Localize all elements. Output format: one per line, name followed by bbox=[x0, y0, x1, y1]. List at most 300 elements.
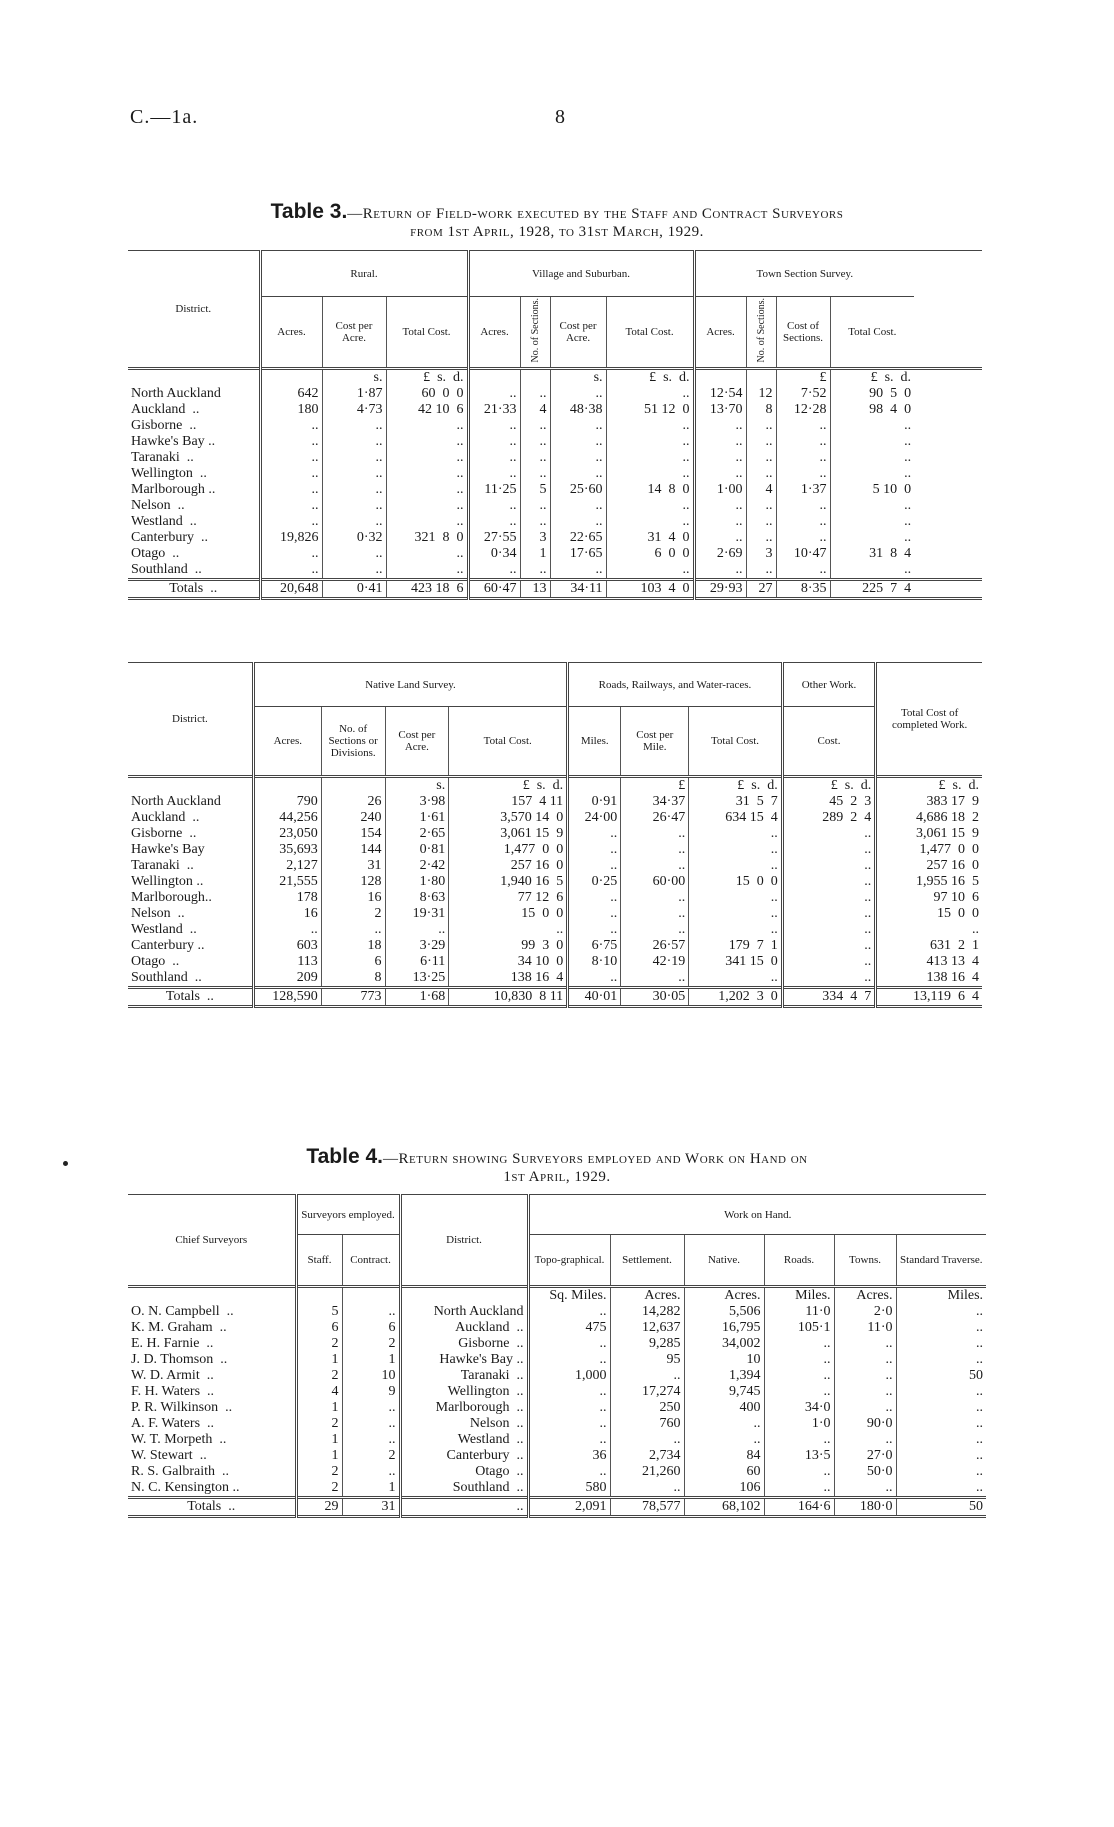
table-cell: 13·5 bbox=[764, 1448, 834, 1464]
table-cell: 257 16 0 bbox=[449, 858, 568, 874]
native-cost-per-acre-header: Cost per Acre. bbox=[385, 707, 449, 777]
table-cell: .. bbox=[830, 466, 914, 482]
table-cell: 84 bbox=[684, 1448, 764, 1464]
table-cell: Auckland .. bbox=[400, 1320, 528, 1336]
table-cell: .. bbox=[689, 858, 783, 874]
totals-cell: 40·01 bbox=[568, 988, 621, 1007]
table-row bbox=[128, 842, 982, 858]
document-reference: C.—1a. bbox=[130, 106, 199, 128]
table-cell: 26·47 bbox=[621, 810, 689, 826]
table-cell: 12·28 bbox=[776, 402, 830, 418]
table-cell: 6·75 bbox=[568, 938, 621, 954]
table-cell: .. bbox=[520, 514, 550, 530]
table-cell: .. bbox=[610, 1368, 684, 1384]
totals-cell: .. bbox=[400, 1498, 528, 1517]
table-cell: .. bbox=[782, 826, 875, 842]
table-cell: 178 bbox=[253, 890, 321, 906]
table-cell: 0·25 bbox=[568, 874, 621, 890]
row-label: Canterbury .. bbox=[131, 530, 208, 545]
table-cell: .. bbox=[550, 562, 606, 580]
table-row bbox=[128, 826, 982, 842]
table-cell: .. bbox=[764, 1384, 834, 1400]
table-cell: 1 bbox=[296, 1352, 342, 1368]
table-row bbox=[128, 514, 982, 530]
town-acres-header: Acres. bbox=[694, 297, 746, 369]
table-cell: 26·57 bbox=[621, 938, 689, 954]
table-cell: 4,686 18 2 bbox=[876, 810, 982, 826]
units-row bbox=[128, 1287, 986, 1305]
table-cell: 10 bbox=[684, 1352, 764, 1368]
row-label: North Auckland bbox=[131, 386, 221, 401]
table-cell: .. bbox=[606, 562, 694, 580]
table-cell: .. bbox=[386, 418, 468, 434]
table-cell: 144 bbox=[321, 842, 385, 858]
table-cell: 1 bbox=[520, 546, 550, 562]
table-cell: 3,061 15 9 bbox=[449, 826, 568, 842]
table-cell: 16,795 bbox=[684, 1320, 764, 1336]
table-row bbox=[128, 1320, 986, 1336]
row-label: N. C. Kensington .. bbox=[131, 1480, 240, 1495]
table-cell: .. bbox=[830, 514, 914, 530]
table-cell: 321 8 0 bbox=[386, 530, 468, 546]
other-work-cost-header: Cost. bbox=[782, 707, 875, 777]
row-label: Gisborne .. bbox=[131, 418, 197, 433]
table-cell: .. bbox=[342, 1304, 400, 1320]
table-cell: .. bbox=[610, 1432, 684, 1448]
table-cell: .. bbox=[896, 1448, 986, 1464]
table-cell: .. bbox=[386, 562, 468, 580]
rural-cost-per-acre-header: Cost per Acre. bbox=[322, 297, 386, 369]
row-label: Auckland .. bbox=[131, 402, 200, 417]
table-cell: .. bbox=[468, 498, 520, 514]
table-cell: .. bbox=[830, 418, 914, 434]
units-row bbox=[128, 369, 982, 387]
table-row bbox=[128, 1352, 986, 1368]
table-row bbox=[128, 858, 982, 874]
table-cell: .. bbox=[610, 1480, 684, 1498]
row-label: Taranaki .. bbox=[131, 858, 194, 873]
table-cell: .. bbox=[468, 434, 520, 450]
table-cell: 48·38 bbox=[550, 402, 606, 418]
table-cell: .. bbox=[322, 434, 386, 450]
totals-cell: 128,590 bbox=[253, 988, 321, 1007]
table-cell: .. bbox=[834, 1480, 896, 1498]
table-cell: 15 0 0 bbox=[876, 906, 982, 922]
table-cell: 1,955 16 5 bbox=[876, 874, 982, 890]
totals-cell: 1,202 3 0 bbox=[689, 988, 783, 1007]
row-label: Westland .. bbox=[131, 922, 197, 937]
table-cell: 25·60 bbox=[550, 482, 606, 498]
table-cell: .. bbox=[568, 922, 621, 938]
row-label: E. H. Farnie .. bbox=[131, 1336, 214, 1351]
table-cell: 1·37 bbox=[776, 482, 830, 498]
table-cell: .. bbox=[746, 418, 776, 434]
unit-label bbox=[253, 777, 321, 795]
table-cell: 42 10 6 bbox=[386, 402, 468, 418]
district-header: District. bbox=[400, 1195, 528, 1287]
village-acres-header: Acres. bbox=[468, 297, 520, 369]
table-cell: 2 bbox=[296, 1480, 342, 1498]
table-row bbox=[128, 954, 982, 970]
table-cell: 5 bbox=[296, 1304, 342, 1320]
table-cell: Otago .. bbox=[400, 1464, 528, 1480]
table-cell: .. bbox=[746, 562, 776, 580]
table-cell: 341 15 0 bbox=[689, 954, 783, 970]
table-cell: 5,506 bbox=[684, 1304, 764, 1320]
unit-label bbox=[520, 369, 550, 387]
totals-label: Totals .. bbox=[165, 989, 214, 1004]
table-row bbox=[128, 890, 982, 906]
table-cell: 1 bbox=[296, 1448, 342, 1464]
town-header: Town Section Survey. bbox=[694, 251, 914, 297]
table-cell: 9 bbox=[342, 1384, 400, 1400]
table-cell: .. bbox=[520, 450, 550, 466]
table-cell: .. bbox=[782, 938, 875, 954]
table-cell: .. bbox=[621, 922, 689, 938]
topographical-header: Topo-graphical. bbox=[528, 1235, 610, 1287]
table-cell: Nelson .. bbox=[400, 1416, 528, 1432]
table-cell: 34·37 bbox=[621, 794, 689, 810]
row-label: O. N. Campbell .. bbox=[131, 1304, 234, 1319]
table-cell: .. bbox=[568, 858, 621, 874]
town-total-cost-header: Total Cost. bbox=[830, 297, 914, 369]
contract-header: Contract. bbox=[342, 1235, 400, 1287]
table-cell: .. bbox=[322, 562, 386, 580]
table-cell: 27·0 bbox=[834, 1448, 896, 1464]
table-row bbox=[128, 386, 982, 402]
table-row bbox=[128, 1384, 986, 1400]
table-cell: .. bbox=[621, 826, 689, 842]
table-cell: .. bbox=[896, 1480, 986, 1498]
native-header: Native Land Survey. bbox=[253, 663, 567, 707]
table-cell: 113 bbox=[253, 954, 321, 970]
rural-acres-header: Acres. bbox=[260, 297, 322, 369]
table-cell: .. bbox=[776, 562, 830, 580]
table-cell: .. bbox=[606, 514, 694, 530]
table-cell: 10 bbox=[342, 1368, 400, 1384]
totals-cell: 1·68 bbox=[385, 988, 449, 1007]
table-cell: .. bbox=[896, 1464, 986, 1480]
unit-label bbox=[321, 777, 385, 795]
table-cell: 2,734 bbox=[610, 1448, 684, 1464]
table-cell: .. bbox=[896, 1320, 986, 1336]
unit-label: £ s. d. bbox=[782, 777, 875, 795]
totals-cell: 29·93 bbox=[694, 580, 746, 599]
table-cell: 60 0 0 bbox=[386, 386, 468, 402]
table-cell: .. bbox=[606, 386, 694, 402]
table-cell: .. bbox=[694, 450, 746, 466]
row-label: Hawke's Bay bbox=[131, 842, 205, 857]
table-cell: Westland .. bbox=[400, 1432, 528, 1448]
table-cell: 11·25 bbox=[468, 482, 520, 498]
table-cell: .. bbox=[468, 466, 520, 482]
table-row bbox=[128, 922, 982, 938]
table-cell: Wellington .. bbox=[400, 1384, 528, 1400]
table-cell: 4 bbox=[746, 482, 776, 498]
table-cell: .. bbox=[746, 450, 776, 466]
ink-mark bbox=[63, 1161, 68, 1166]
table-cell: 289 2 4 bbox=[782, 810, 875, 826]
table-cell: .. bbox=[321, 922, 385, 938]
table-cell: .. bbox=[606, 434, 694, 450]
table-cell: 383 17 9 bbox=[876, 794, 982, 810]
native-header: Native. bbox=[684, 1235, 764, 1287]
table-cell: 1·80 bbox=[385, 874, 449, 890]
staff-header: Staff. bbox=[296, 1235, 342, 1287]
roads-miles-header: Miles. bbox=[568, 707, 621, 777]
table4-caption bbox=[0, 1145, 1114, 1186]
table-cell: .. bbox=[520, 386, 550, 402]
totals-cell: 423 18 6 bbox=[386, 580, 468, 599]
table-cell: 5 10 0 bbox=[830, 482, 914, 498]
table-cell: 2 bbox=[296, 1464, 342, 1480]
table-cell: .. bbox=[342, 1400, 400, 1416]
table-cell: 8 bbox=[746, 402, 776, 418]
row-label: Hawke's Bay .. bbox=[131, 434, 216, 449]
totals-label: Totals .. bbox=[187, 1499, 236, 1514]
total-cost-completed-header: Total Cost of completed Work. bbox=[876, 663, 982, 777]
table-cell: .. bbox=[550, 386, 606, 402]
table-cell: 400 bbox=[684, 1400, 764, 1416]
unit-label: £ s. d. bbox=[689, 777, 783, 795]
units-row bbox=[128, 777, 982, 795]
table-cell: .. bbox=[520, 418, 550, 434]
table-cell: 12·54 bbox=[694, 386, 746, 402]
table-cell: .. bbox=[834, 1336, 896, 1352]
town-no-sections-header: No. of Sections. bbox=[755, 298, 767, 363]
table-cell: Southland .. bbox=[400, 1480, 528, 1498]
table-cell: .. bbox=[322, 482, 386, 498]
table-cell: .. bbox=[386, 482, 468, 498]
table-row bbox=[128, 402, 982, 418]
table-cell: 24·00 bbox=[568, 810, 621, 826]
table-cell: .. bbox=[528, 1432, 610, 1448]
table-cell: 1·0 bbox=[764, 1416, 834, 1432]
table-cell: 642 bbox=[260, 386, 322, 402]
unit-label: s. bbox=[550, 369, 606, 387]
surveyors-employed-header: Surveyors employed. bbox=[296, 1195, 400, 1235]
table-cell: 99 3 0 bbox=[449, 938, 568, 954]
table-cell: 45 2 3 bbox=[782, 794, 875, 810]
totals-cell: 103 4 0 bbox=[606, 580, 694, 599]
row-label: J. D. Thomson .. bbox=[131, 1352, 228, 1367]
native-total-cost-header: Total Cost. bbox=[449, 707, 568, 777]
table-cell: 19·31 bbox=[385, 906, 449, 922]
totals-cell: 34·11 bbox=[550, 580, 606, 599]
unit-label bbox=[128, 369, 260, 387]
table-cell: 0·81 bbox=[385, 842, 449, 858]
table-cell: .. bbox=[830, 498, 914, 514]
table-cell: .. bbox=[568, 970, 621, 988]
totals-cell: 225 7 4 bbox=[830, 580, 914, 599]
table3-part1 bbox=[128, 250, 982, 600]
roads-cost-per-mile-header: Cost per Mile. bbox=[621, 707, 689, 777]
table-cell: 0·34 bbox=[468, 546, 520, 562]
table-cell: 1 bbox=[342, 1480, 400, 1498]
table-cell: 4·73 bbox=[322, 402, 386, 418]
town-cost-of-sections-header: Cost of Sections. bbox=[776, 297, 830, 369]
unit-label: £ s. d. bbox=[876, 777, 982, 795]
table-cell: 2·69 bbox=[694, 546, 746, 562]
table-cell: .. bbox=[896, 1304, 986, 1320]
table-cell: .. bbox=[694, 562, 746, 580]
table-cell: 35,693 bbox=[253, 842, 321, 858]
row-label: R. S. Galbraith .. bbox=[131, 1464, 229, 1479]
table-row bbox=[128, 498, 982, 514]
table-cell: .. bbox=[834, 1432, 896, 1448]
table4-caption-line2: 1st April, 1929. bbox=[503, 1169, 611, 1185]
table-row bbox=[128, 794, 982, 810]
table-row bbox=[128, 1416, 986, 1432]
table-cell: .. bbox=[689, 826, 783, 842]
table-cell: 90·0 bbox=[834, 1416, 896, 1432]
totals-cell: 164·6 bbox=[764, 1498, 834, 1517]
table-cell: .. bbox=[746, 466, 776, 482]
table-cell: 42·19 bbox=[621, 954, 689, 970]
table-cell: 1 bbox=[296, 1432, 342, 1448]
table-cell: 413 13 4 bbox=[876, 954, 982, 970]
table-row bbox=[128, 1464, 986, 1480]
table-cell: 257 16 0 bbox=[876, 858, 982, 874]
table-cell: 2 bbox=[296, 1336, 342, 1352]
unit-label: Acres. bbox=[834, 1287, 896, 1305]
totals-cell: 10,830 8 11 bbox=[449, 988, 568, 1007]
table-cell: 603 bbox=[253, 938, 321, 954]
table-cell: 631 2 1 bbox=[876, 938, 982, 954]
table-cell: Marlborough .. bbox=[400, 1400, 528, 1416]
table-cell: 27·55 bbox=[468, 530, 520, 546]
table-cell: .. bbox=[782, 858, 875, 874]
totals-row bbox=[128, 580, 982, 599]
table4-label: Table 4. bbox=[306, 1145, 383, 1168]
table-cell: 8·10 bbox=[568, 954, 621, 970]
table-cell: .. bbox=[834, 1368, 896, 1384]
unit-label: £ s. d. bbox=[449, 777, 568, 795]
row-label: Marlborough.. bbox=[131, 890, 212, 905]
table-cell: .. bbox=[528, 1384, 610, 1400]
table-cell: 1,477 0 0 bbox=[876, 842, 982, 858]
table-cell: .. bbox=[468, 514, 520, 530]
row-label: Westland .. bbox=[131, 514, 197, 529]
table-cell: 7·52 bbox=[776, 386, 830, 402]
village-cost-per-acre-header: Cost per Acre. bbox=[550, 297, 606, 369]
table-cell: 9,285 bbox=[610, 1336, 684, 1352]
table-cell: 105·1 bbox=[764, 1320, 834, 1336]
table-cell: .. bbox=[260, 450, 322, 466]
totals-cell: 13,119 6 4 bbox=[876, 988, 982, 1007]
row-label: Southland .. bbox=[131, 562, 202, 577]
table-cell: Canterbury .. bbox=[400, 1448, 528, 1464]
table-cell: 18 bbox=[321, 938, 385, 954]
row-label: Taranaki .. bbox=[131, 450, 194, 465]
table-cell: 180 bbox=[260, 402, 322, 418]
village-total-cost-header: Total Cost. bbox=[606, 297, 694, 369]
unit-label bbox=[694, 369, 746, 387]
totals-cell: 68,102 bbox=[684, 1498, 764, 1517]
table-cell: .. bbox=[468, 562, 520, 580]
table-cell: 475 bbox=[528, 1320, 610, 1336]
table-cell: Taranaki .. bbox=[400, 1368, 528, 1384]
page-number: 8 bbox=[555, 106, 565, 128]
table-cell: .. bbox=[260, 482, 322, 498]
table-cell: 3,061 15 9 bbox=[876, 826, 982, 842]
table-cell: 5 bbox=[520, 482, 550, 498]
table-cell: .. bbox=[896, 1384, 986, 1400]
unit-label: £ bbox=[776, 369, 830, 387]
table-cell: .. bbox=[776, 466, 830, 482]
table-cell: 21,260 bbox=[610, 1464, 684, 1480]
table-cell: 31 bbox=[321, 858, 385, 874]
row-label: Marlborough .. bbox=[131, 482, 216, 497]
table-cell: .. bbox=[776, 530, 830, 546]
district-header: District. bbox=[172, 713, 208, 725]
table-row bbox=[128, 1448, 986, 1464]
table-cell: 16 bbox=[321, 890, 385, 906]
table-cell: 6 0 0 bbox=[606, 546, 694, 562]
row-label: Gisborne .. bbox=[131, 826, 197, 841]
row-label: Southland .. bbox=[131, 970, 202, 985]
table-cell: 2·65 bbox=[385, 826, 449, 842]
table-cell: 44,256 bbox=[253, 810, 321, 826]
table-cell: 95 bbox=[610, 1352, 684, 1368]
table-cell: .. bbox=[782, 874, 875, 890]
table-cell: .. bbox=[449, 922, 568, 938]
table-cell: .. bbox=[776, 514, 830, 530]
table-row bbox=[128, 906, 982, 922]
totals-cell: 8·35 bbox=[776, 580, 830, 599]
totals-cell: 13 bbox=[520, 580, 550, 599]
table-cell: 2 bbox=[296, 1368, 342, 1384]
table-cell: 634 15 4 bbox=[689, 810, 783, 826]
table-cell: 10·47 bbox=[776, 546, 830, 562]
table-cell: 760 bbox=[610, 1416, 684, 1432]
roads-header: Roads. bbox=[764, 1235, 834, 1287]
table-cell: 1,000 bbox=[528, 1368, 610, 1384]
table-cell: 36 bbox=[528, 1448, 610, 1464]
totals-cell: 78,577 bbox=[610, 1498, 684, 1517]
table-cell: .. bbox=[621, 890, 689, 906]
table-cell: 21,555 bbox=[253, 874, 321, 890]
unit-label: £ s. d. bbox=[830, 369, 914, 387]
work-on-hand-header: Work on Hand. bbox=[528, 1195, 986, 1235]
table-cell: 3·98 bbox=[385, 794, 449, 810]
table-cell: 2·42 bbox=[385, 858, 449, 874]
table-cell: .. bbox=[876, 922, 982, 938]
table-cell: 23,050 bbox=[253, 826, 321, 842]
table-cell: .. bbox=[621, 858, 689, 874]
table-cell: 13·70 bbox=[694, 402, 746, 418]
row-label: Otago .. bbox=[131, 546, 180, 561]
table-cell: .. bbox=[260, 514, 322, 530]
table-cell: .. bbox=[834, 1400, 896, 1416]
table-cell: .. bbox=[568, 890, 621, 906]
table-cell: .. bbox=[550, 418, 606, 434]
row-label: Otago .. bbox=[131, 954, 180, 969]
unit-label: s. bbox=[322, 369, 386, 387]
table-cell: .. bbox=[689, 890, 783, 906]
table-cell: .. bbox=[896, 1352, 986, 1368]
table-cell: 179 7 1 bbox=[689, 938, 783, 954]
table-cell: 19,826 bbox=[260, 530, 322, 546]
table-cell: .. bbox=[386, 514, 468, 530]
table-cell: .. bbox=[830, 562, 914, 580]
table-row bbox=[128, 418, 982, 434]
table-cell: .. bbox=[782, 922, 875, 938]
rural-header: Rural. bbox=[260, 251, 468, 297]
table-cell: .. bbox=[764, 1352, 834, 1368]
row-label: Auckland .. bbox=[131, 810, 200, 825]
table-cell: 106 bbox=[684, 1480, 764, 1498]
